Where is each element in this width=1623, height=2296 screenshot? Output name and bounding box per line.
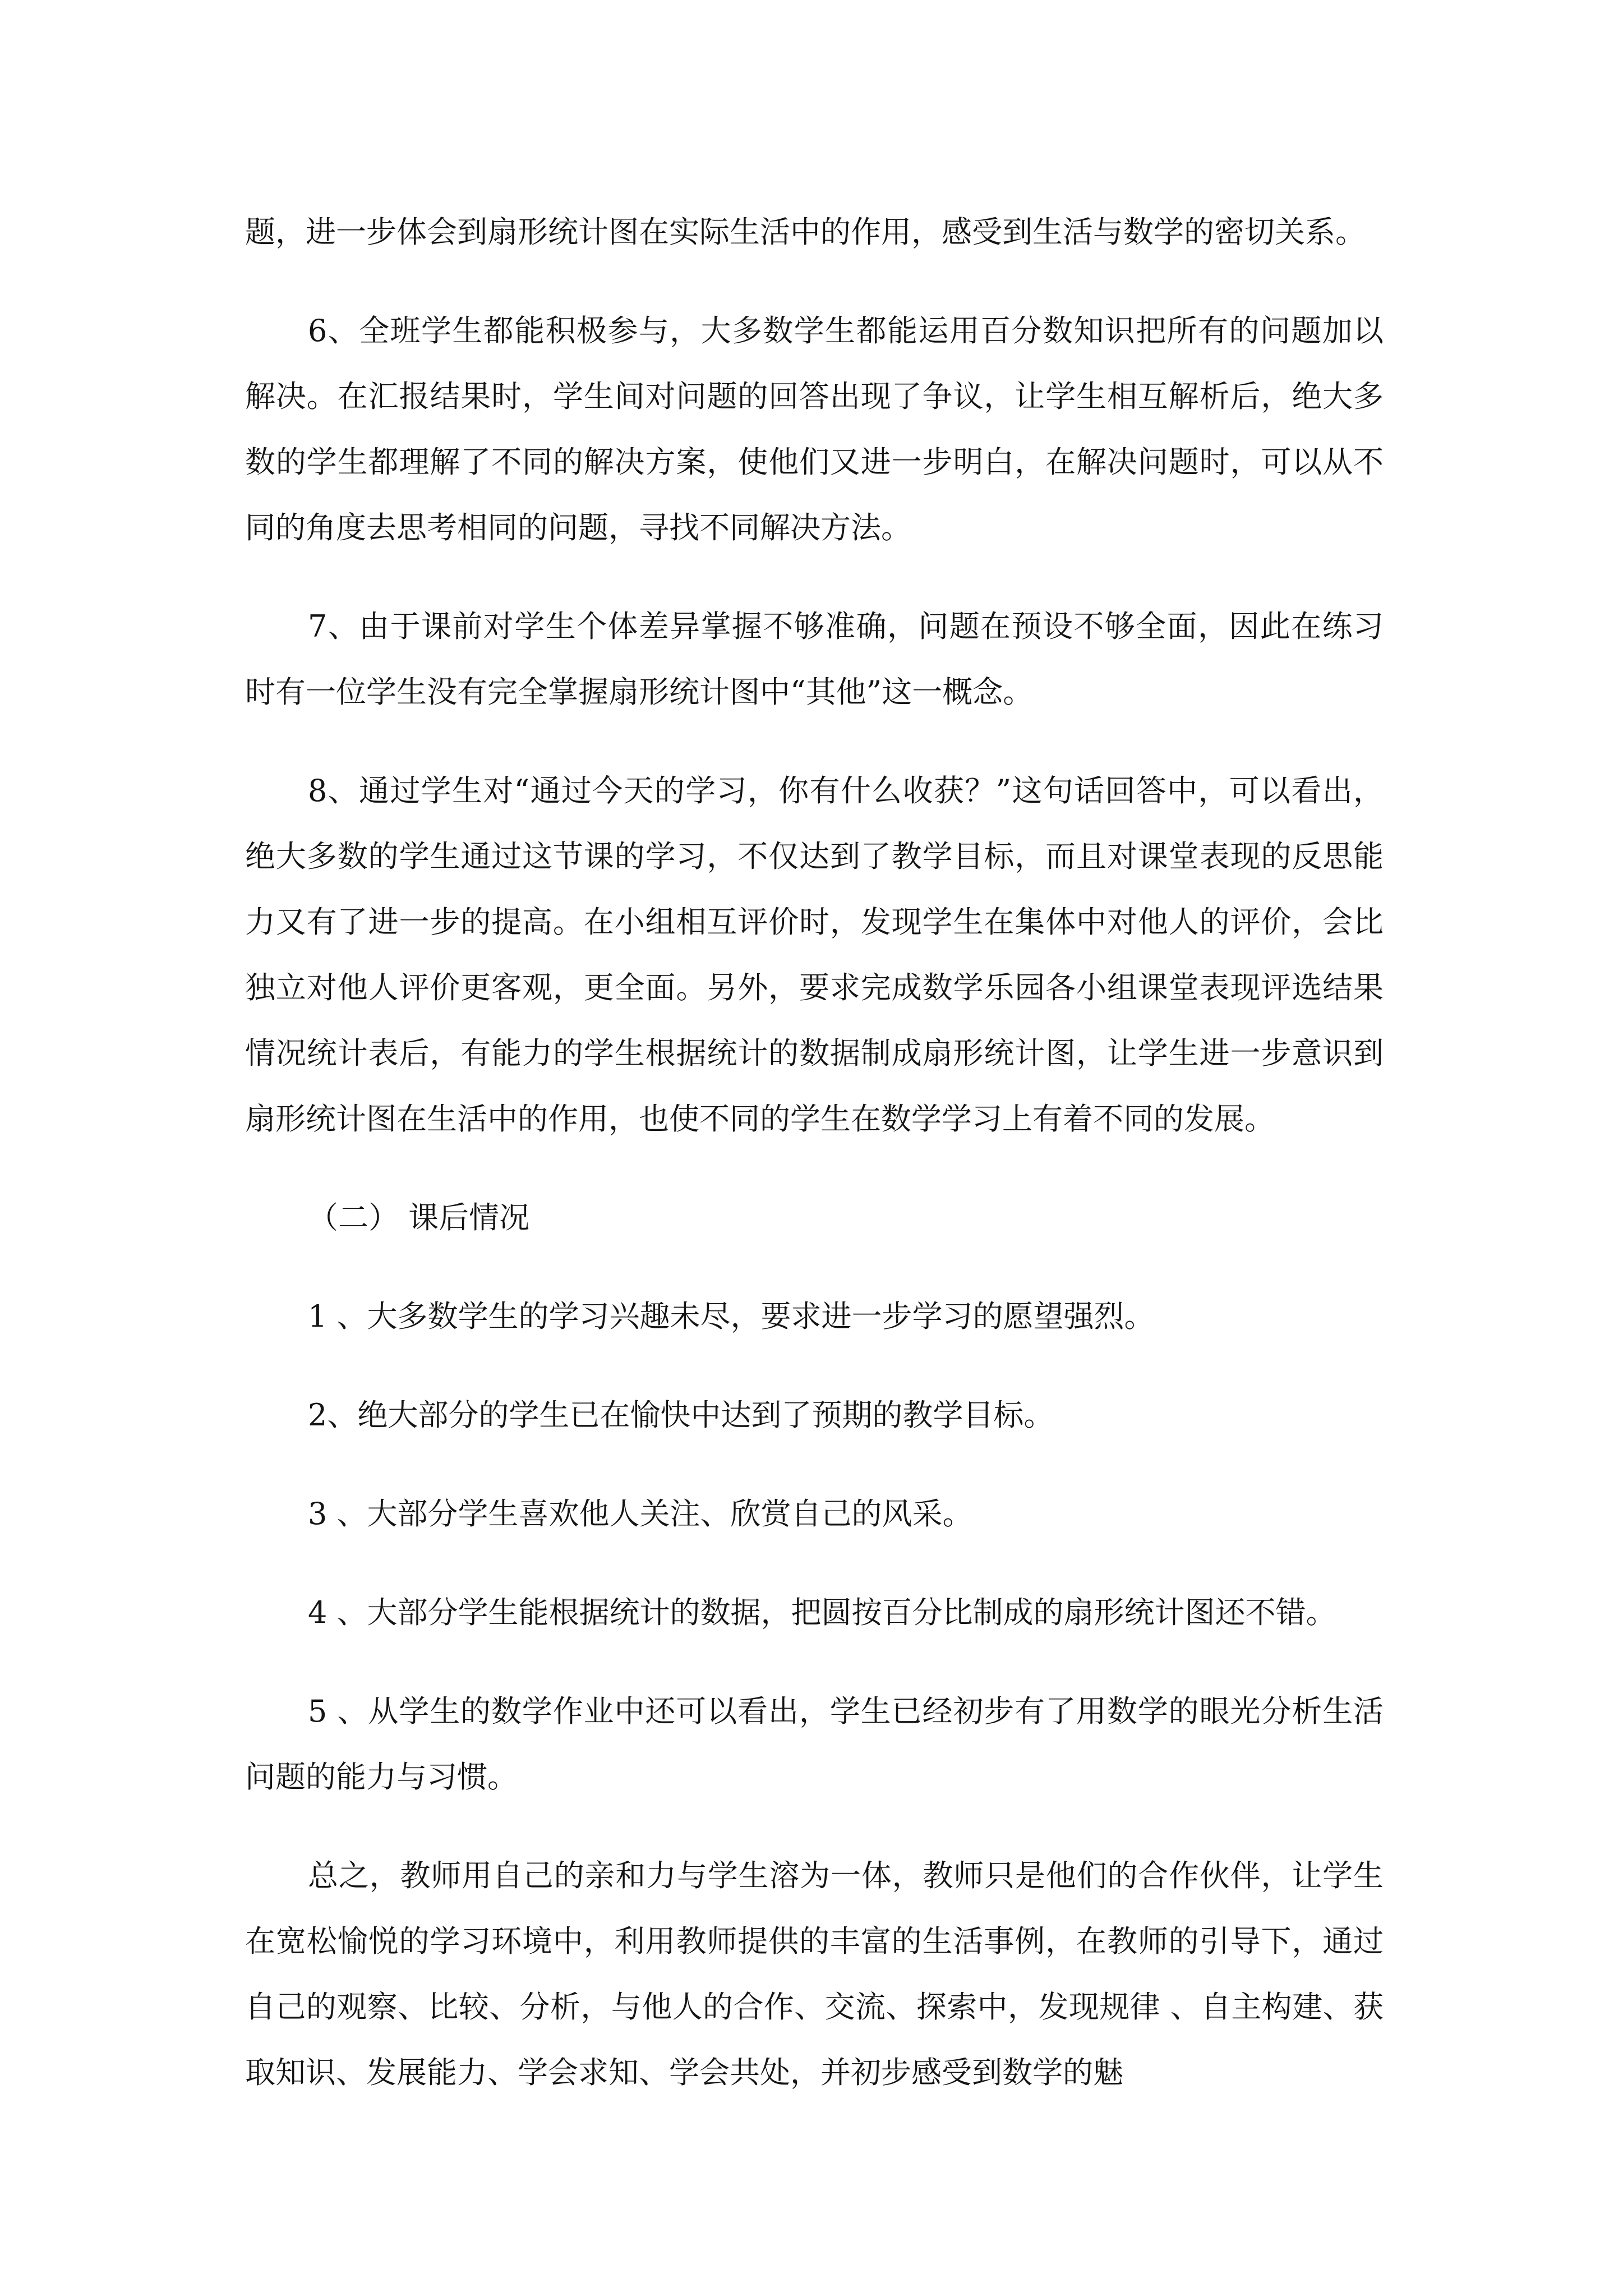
after-class-item-5: 5 、从学生的数学作业中还可以看出，学生已经初步有了用数学的眼光分析生活问题的能力与习惯。: [245, 1694, 1384, 1795]
paragraph-item-7: 7、由于课前对学生个体差异掌握不够准确，问题在预设不够全面，因此在练习时有一位学生没有完全掌握扇形统计图中“其他”这一概念。: [245, 609, 1384, 710]
paragraph-item-8: 8、通过学生对“通过今天的学习，你有什么收获？”这句话回答中，可以看出，绝大多数的学生通过这节课的学习，不仅达到了教学目标，而且对课堂表现的反思能力又有了进一步的提高。在小组相互评价时，发现学生在集体中对他人的评价，会比独立对他人评价更客观，更全面。另外，要求完成数学乐园各小组课堂表现评选结果情况统计表后，有能力的学生根据统计的数据制成扇形统计图，让学生进一步意识到扇形统计图在生活中的作用，也使不同的学生在数学学习上有着不同的发展。: [245, 773, 1384, 1137]
paragraph-summary: 总之，教师用自己的亲和力与学生溶为一体，教师只是他们的合作伙伴，让学生在宽松愉悦的学习环境中，利用教师提供的丰富的生活事例，在教师的引导下，通过自己的观察、比较、分析，与他人的合作、交流、探索中，发现规律 、自主构建、获取知识、发展能力、学会求知、学会共处，并初步感受到数学的魅: [245, 1858, 1384, 2090]
after-class-item-1: 1 、大多数学生的学习兴趣未尽，要求进一步学习的愿望强烈。: [308, 1299, 1155, 1334]
section-heading-after-class: （二） 课后情况: [308, 1200, 530, 1235]
after-class-item-4: 4 、大部分学生能根据统计的数据，把圆按百分比制成的扇形统计图还不错。: [308, 1595, 1336, 1630]
after-class-item-3: 3 、大部分学生喜欢他人关注、欣赏自己的风采。: [308, 1496, 973, 1531]
document-body: [245, 199, 1384, 2138]
paragraph-intro-continuation: 题，进一步体会到扇形统计图在实际生活中的作用，感受到生活与数学的密切关系。: [245, 214, 1366, 250]
paragraph-item-6: 6、全班学生都能积极参与，大多数学生都能运用百分数知识把所有的问题加以解决。在汇报结果时，学生间对问题的回答出现了争议，让学生相互解析后，绝大多数的学生都理解了不同的解决方案，使他们又进一步明白，在解决问题时，可以从不同的角度去思考相同的问题，寻找不同解决方法。: [245, 313, 1384, 545]
after-class-item-2: 2、绝大部分的学生已在愉快中达到了预期的教学目标。: [308, 1397, 1054, 1433]
